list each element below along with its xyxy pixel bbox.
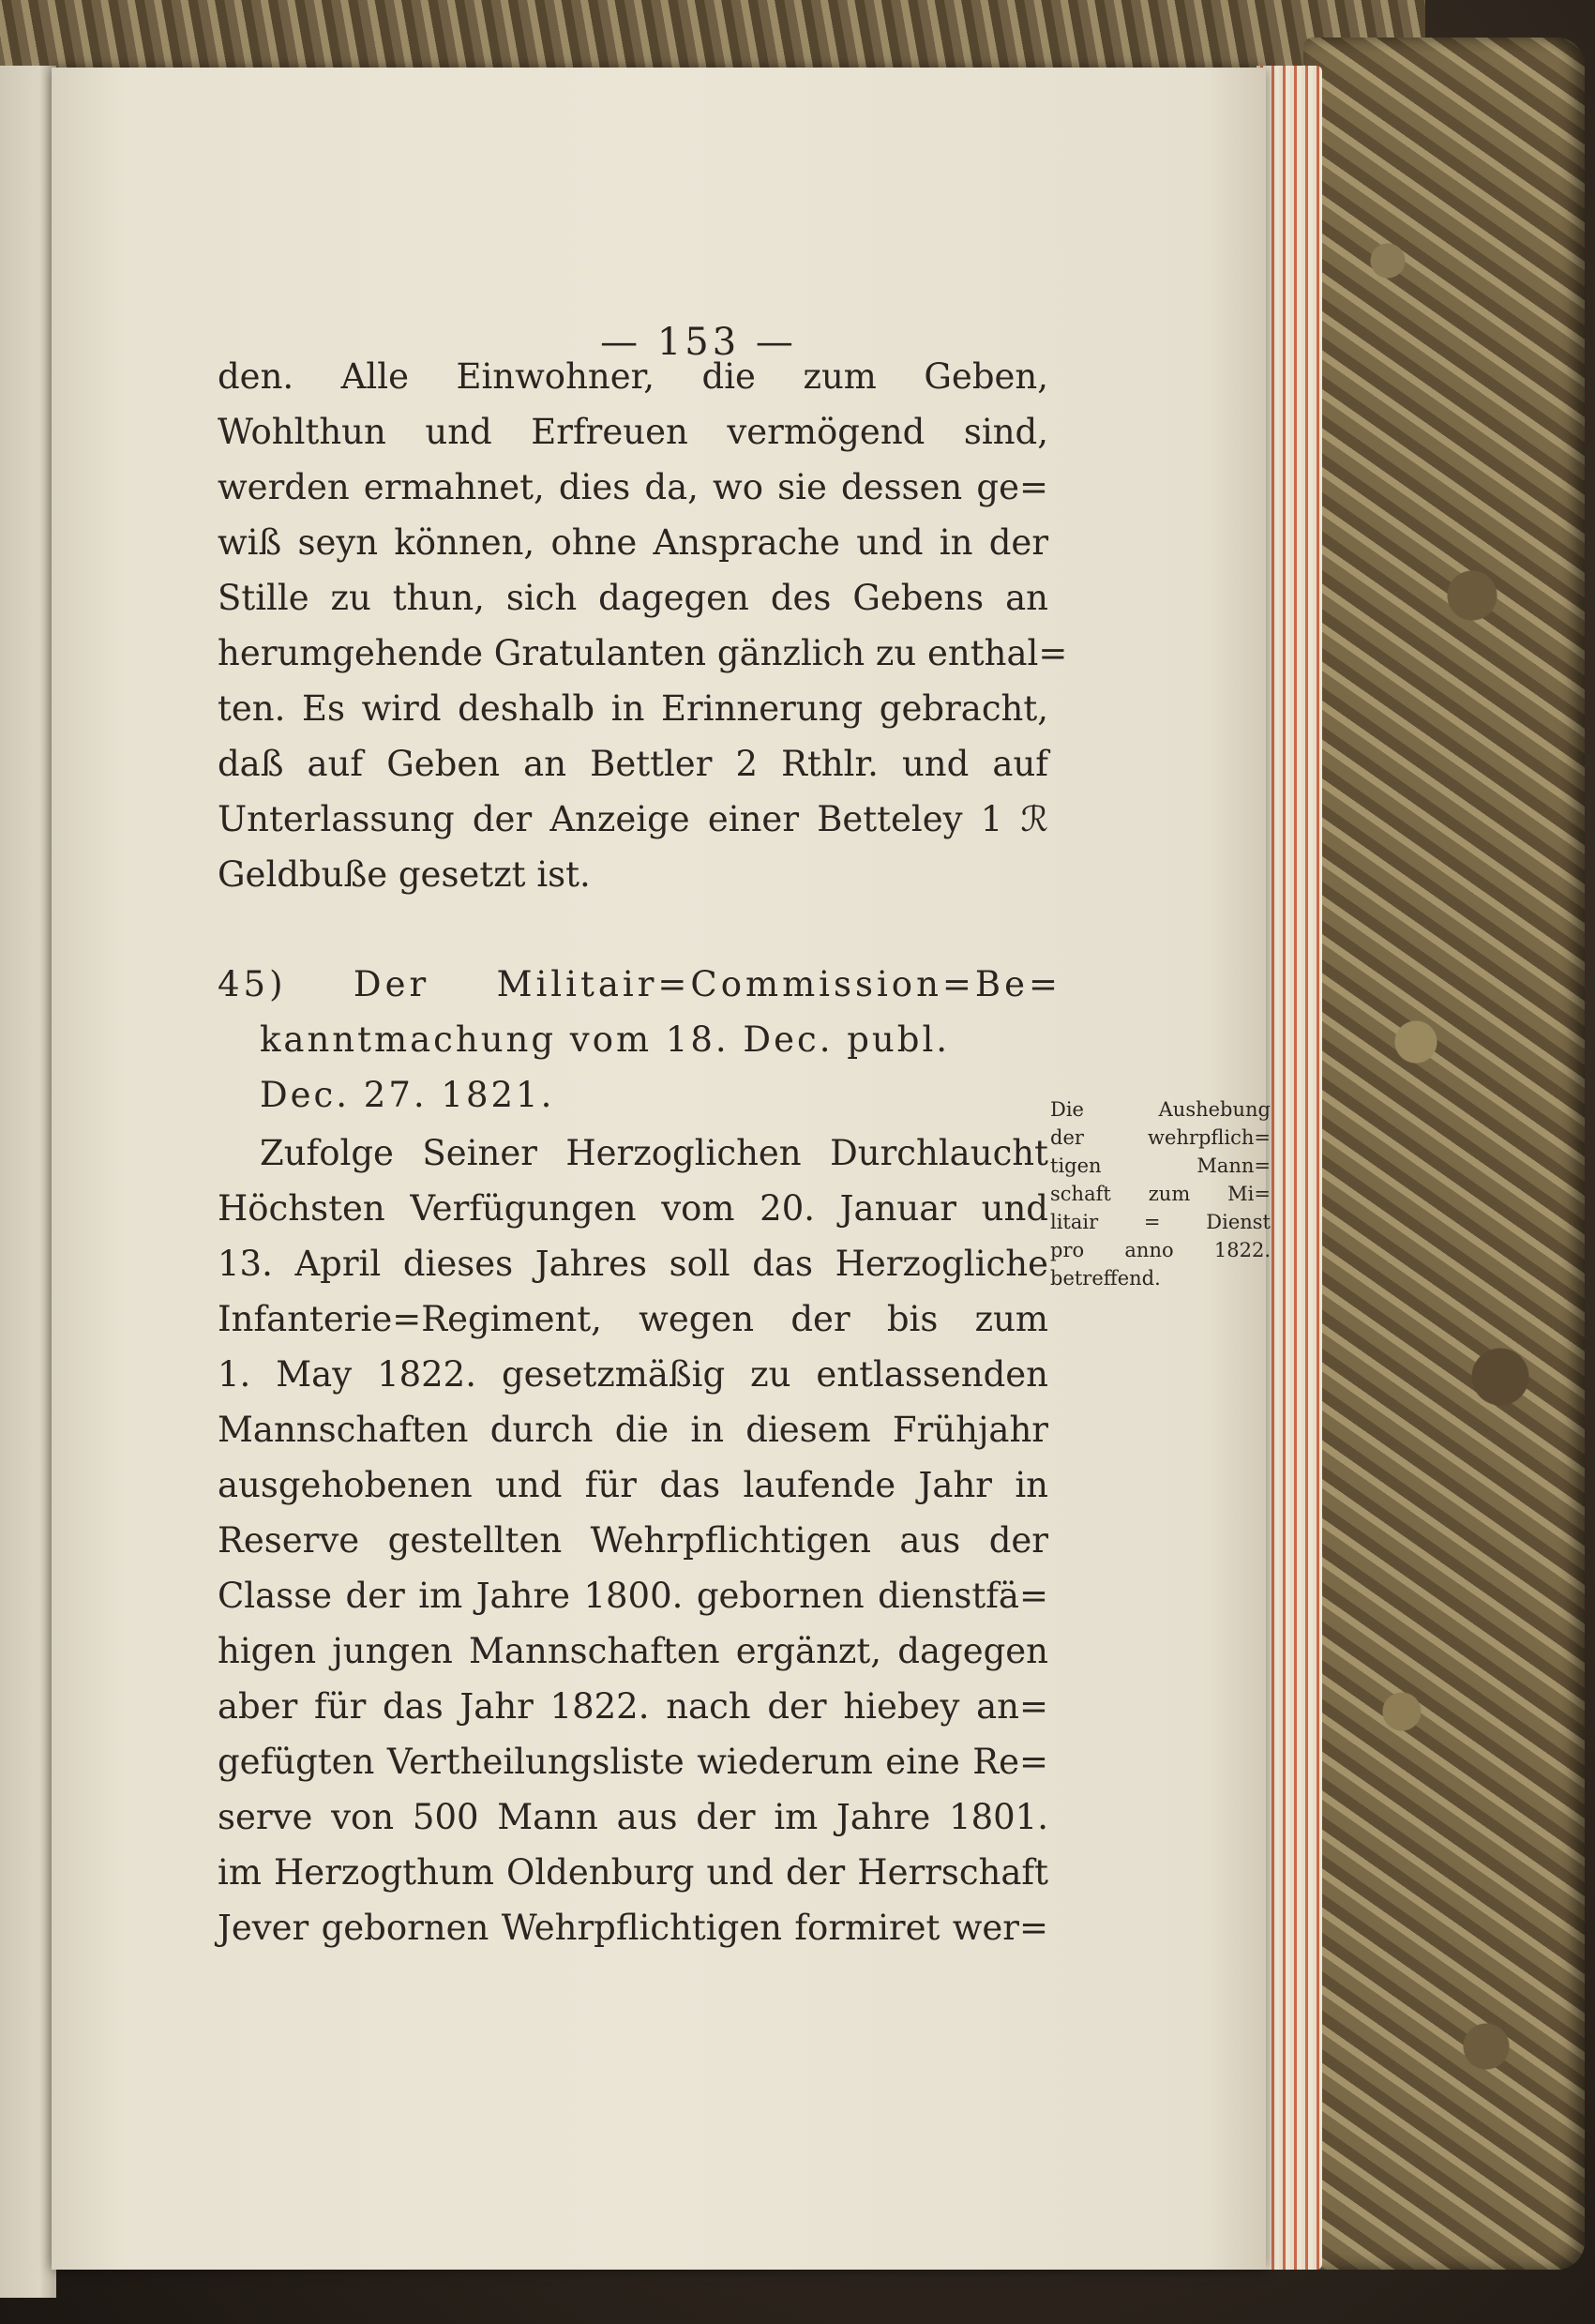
text-line: gefügten Vertheilungsliste wiederum eine Re= bbox=[218, 1742, 1048, 1782]
text-line: Reserve gestellten Wehrpflichtigen aus der bbox=[218, 1520, 1048, 1561]
text-line: Classe der im Jahre 1800. gebornen dienstfä= bbox=[218, 1576, 1048, 1616]
book-cover-marbled bbox=[1303, 38, 1585, 2270]
margin-note bbox=[1050, 1095, 1271, 1292]
text-line: ten. Es wird deshalb in Erinnerung gebracht, bbox=[218, 688, 1048, 729]
text-line: im Herzogthum Oldenburg und der Herrschaft bbox=[218, 1852, 1048, 1893]
heading-line: Dec. 27. 1821. bbox=[260, 1075, 555, 1115]
text-line: Jever gebornen Wehrpflichtigen formiret wer= bbox=[218, 1908, 1048, 1948]
text-line: Wohlthun und Erfreuen vermögend sind, bbox=[218, 412, 1048, 452]
text-line: Höchsten Verfügungen vom 20. Januar und bbox=[218, 1188, 1048, 1229]
text-line: Stille zu thun, sich dagegen des Gebens an bbox=[218, 578, 1048, 618]
text-line: Infanterie=Regiment, wegen der bis zum bbox=[218, 1299, 1048, 1339]
text-line: wiß seyn können, ohne Ansprache und in der bbox=[218, 522, 1048, 563]
margin-note-line: der wehrpflich= bbox=[1050, 1126, 1271, 1149]
text-line: daß auf Geben an Bettler 2 Rthlr. und auf bbox=[218, 744, 1048, 784]
text-line: serve von 500 Mann aus der im Jahre 1801. bbox=[218, 1797, 1048, 1837]
text-line: 13. April dieses Jahres soll das Herzogliche bbox=[218, 1244, 1048, 1284]
text-line: den. Alle Einwohner, die zum Geben, bbox=[218, 356, 1048, 397]
left-page-edge bbox=[0, 66, 56, 2298]
text-line: aber für das Jahr 1822. nach der hiebey an= bbox=[218, 1686, 1048, 1727]
paragraph-2 bbox=[218, 1125, 1048, 1955]
margin-note-line: litair = Dienst bbox=[1050, 1211, 1271, 1233]
text-line: Unterlassung der Anzeige einer Betteley 1 ℛ bbox=[218, 799, 1048, 839]
margin-note-line: betreffend. bbox=[1050, 1267, 1161, 1290]
heading-line: kanntmachung vom 18. Dec. publ. bbox=[260, 1019, 951, 1060]
margin-note-line: schaft zum Mi= bbox=[1050, 1183, 1271, 1205]
margin-note-line: Die Aushebung bbox=[1050, 1098, 1271, 1121]
text-line: herumgehende Gratulanten gänzlich zu enthal= bbox=[218, 633, 1068, 673]
margin-note-line: tigen Mann= bbox=[1050, 1154, 1271, 1177]
text-line: Mannschaften durch die in diesem Frühjahr bbox=[218, 1410, 1048, 1450]
margin-note-line: pro anno 1822. bbox=[1050, 1239, 1271, 1261]
text-line: ausgehobenen und für das laufende Jahr in bbox=[218, 1465, 1048, 1505]
text-line: Geldbuße gesetzt ist. bbox=[218, 854, 591, 895]
paragraph-1 bbox=[218, 349, 1068, 902]
text-line: 1. May 1822. gesetzmäßig zu entlassenden bbox=[218, 1354, 1048, 1395]
section-heading bbox=[218, 957, 1061, 1123]
text-line: werden ermahnet, dies da, wo sie dessen ge= bbox=[218, 467, 1048, 507]
text-line: Zufolge Seiner Herzoglichen Durchlaucht bbox=[260, 1133, 1048, 1173]
heading-line: 45) Der Militair=Commission=Be= bbox=[218, 964, 1061, 1004]
text-line: higen jungen Mannschaften ergänzt, dagegen bbox=[218, 1631, 1048, 1671]
page-number: — 153 — bbox=[600, 321, 797, 364]
